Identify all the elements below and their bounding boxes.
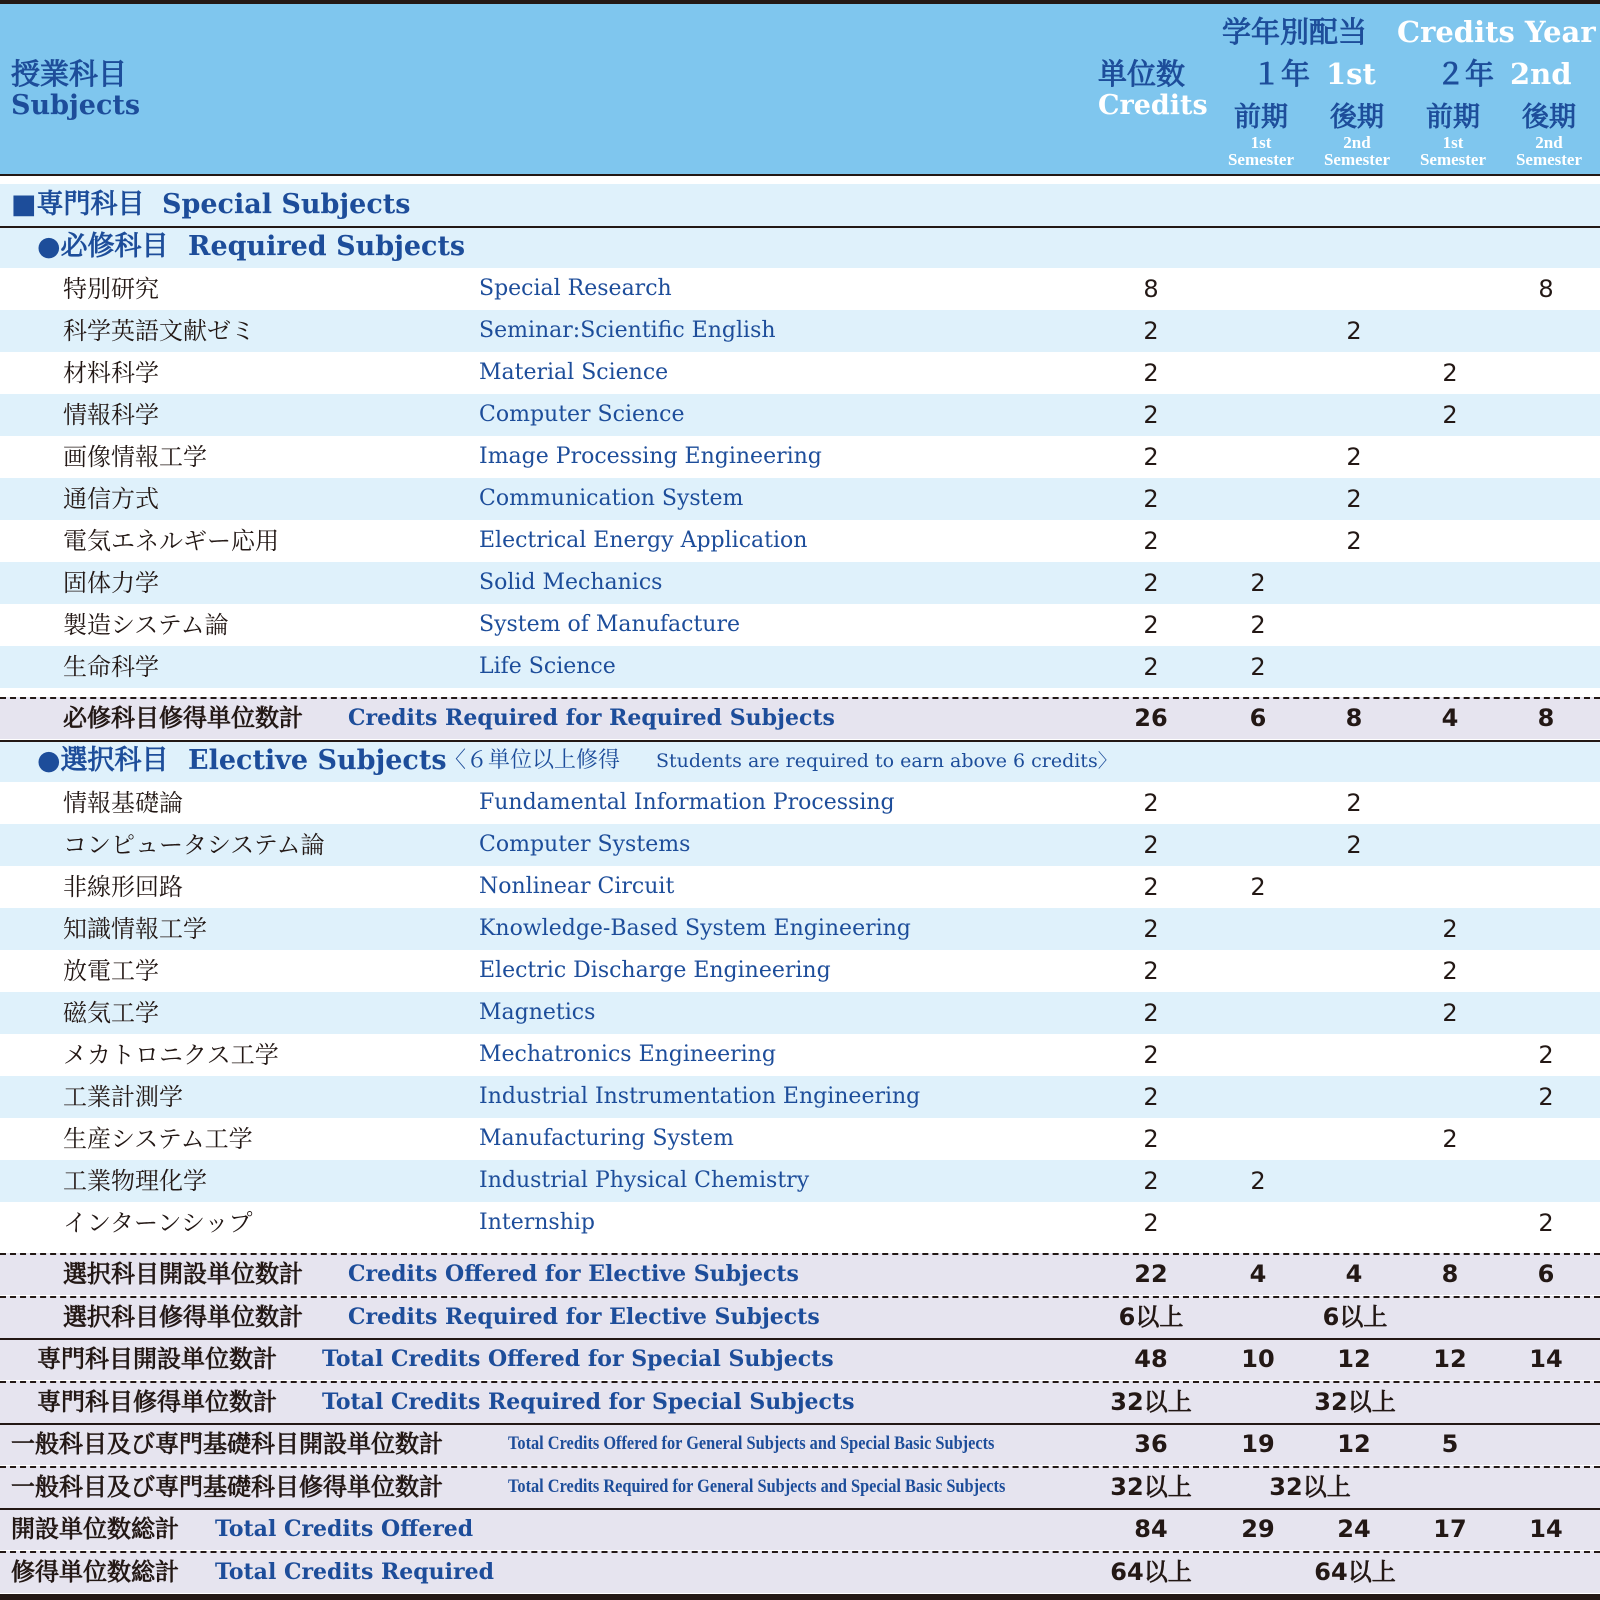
total-credits: 84 [1134,1515,1168,1543]
sem1-cell [1213,1118,1303,1160]
header-year-en: Credits Year [1397,15,1596,49]
table-row [0,782,1600,824]
semester-en-word: Semester [1515,150,1583,169]
total-label-en: Total Credits Required for General Subjects and Special Basic Subjects [508,1476,1006,1497]
total-label-en: Total Credits Offered [215,1516,474,1542]
credits-cell: 2 [1143,1083,1159,1111]
section-title-jp: ■専門科目 [11,189,145,220]
sem3-cell: 2 [1442,359,1458,387]
sem3-cell [1405,866,1495,908]
sem1-cell [1213,908,1303,950]
section-special-subjects [0,184,1600,226]
table-row [0,646,1600,688]
sem3-cell [1405,1202,1495,1244]
semester-en-word: Semester [1419,150,1487,169]
subject-name-en: Electrical Energy Application [479,528,808,553]
total-sem2: 12 [1337,1345,1371,1373]
subject-name-jp: 情報科学 [63,401,159,429]
semester-en-word: Semester [1227,150,1295,169]
sem4-cell [1501,562,1591,604]
subject-name-jp: 工業計測学 [63,1083,183,1111]
table-row [0,1076,1600,1118]
sem3-cell [1405,824,1495,866]
sem3-cell [1405,604,1495,646]
credits-cell: 2 [1143,401,1159,429]
header-year2-en: 2nd [1510,57,1572,91]
elective-note-en: Students are required to earn above 6 credits〉 [656,750,1117,772]
sem2-cell [1309,1034,1399,1076]
total-sem3: 8 [1441,1260,1459,1288]
total-label-en: Credits Offered for Elective Subjects [348,1261,799,1287]
subject-name-en: Seminar:Scientific English [479,318,776,343]
subject-name-en: Communication System [479,486,744,511]
sem2-cell [1309,352,1399,394]
sem1-cell [1213,268,1303,310]
total-label-jp: 選択科目開設単位数計 [63,1260,303,1288]
subject-name-en: Manufacturing System [479,1126,734,1151]
special-required-row [0,1381,1600,1423]
general-required-row [0,1466,1600,1508]
table-row [0,1202,1600,1244]
table-row [0,268,1600,310]
sem4-cell [1501,604,1591,646]
sem3-cell [1405,1160,1495,1202]
semester-en-ordinal: 2nd [1343,133,1371,152]
subject-name-jp: 知識情報工学 [63,915,207,943]
sem2-cell [1309,1076,1399,1118]
general-offered-row [0,1423,1600,1465]
table-row [0,352,1600,394]
semester-en-ordinal: 1st [1250,133,1272,152]
elective-required-row [0,1296,1600,1338]
total-credits: 32以上 [1110,1388,1192,1416]
sem1-cell [1213,352,1303,394]
subject-name-jp: 通信方式 [63,485,159,513]
subject-name-en: Industrial Instrumentation Engineering [479,1084,921,1109]
credits-cell: 8 [1143,275,1159,303]
subject-name-jp: 情報基礎論 [63,789,183,817]
sem1-cell [1213,1034,1303,1076]
table-row [0,992,1600,1034]
total-sem3: 17 [1433,1515,1467,1543]
sem4-cell [1501,310,1591,352]
credits-cell: 2 [1143,443,1159,471]
section-title-en: Elective Subjects [188,745,447,776]
total-sem1: 4 [1249,1260,1267,1288]
subject-name-jp: 放電工学 [63,957,159,985]
credits-cell: 2 [1143,653,1159,681]
semester-jp: 後期 [1330,102,1384,133]
semester-en-ordinal: 1st [1442,133,1464,152]
sem2-cell: 2 [1346,527,1362,555]
sem1-cell: 2 [1250,611,1266,639]
sem4-cell: 8 [1538,275,1554,303]
sem3-cell [1405,1076,1495,1118]
total-label-en: Credits Required for Elective Subjects [348,1304,820,1330]
sem1-cell: 2 [1250,569,1266,597]
header-credits-jp: 単位数 [1098,57,1186,91]
total-label-en: Credits Required for Required Subjects [348,705,835,731]
section-title-jp: ●選択科目 [37,745,169,776]
total-span: 6以上 [1322,1303,1388,1331]
total-sem1: 10 [1241,1345,1275,1373]
sem1-cell [1213,310,1303,352]
sem4-cell [1501,394,1591,436]
semester-jp: 後期 [1522,102,1576,133]
subject-name-en: System of Manufacture [479,612,740,637]
total-label-jp: 修得単位数総計 [11,1558,179,1586]
table-row [0,520,1600,562]
table-row [0,478,1600,520]
subject-name-jp: メカトロニクス工学 [63,1041,279,1069]
sem1-cell [1213,436,1303,478]
sem3-cell [1405,1034,1495,1076]
sem1-cell: 2 [1250,1167,1266,1195]
subject-name-jp: 磁気工学 [63,999,159,1027]
total-span: 32以上 [1314,1388,1396,1416]
total-credits: 6以上 [1118,1303,1184,1331]
credits-cell: 2 [1143,915,1159,943]
credits-cell: 2 [1143,957,1159,985]
sem3-cell [1405,562,1495,604]
sem4-cell [1501,950,1591,992]
table-row [0,562,1600,604]
sem2-cell: 2 [1346,789,1362,817]
subject-name-jp: 電気エネルギー応用 [63,527,279,555]
table-row [0,1160,1600,1202]
sem4-cell [1501,1160,1591,1202]
sem2-cell: 2 [1346,831,1362,859]
header-year-jp: 学年別配当 [1222,15,1368,49]
total-sem2: 4 [1345,1260,1363,1288]
sem3-cell [1405,646,1495,688]
total-span: 32以上 [1269,1473,1351,1501]
sem2-cell [1309,646,1399,688]
total-label-jp: 選択科目修得単位数計 [63,1303,303,1331]
section-elective-subjects [0,740,1600,782]
sem1-cell [1213,478,1303,520]
credits-cell: 2 [1143,359,1159,387]
subject-name-en: Special Research [479,276,672,301]
subject-name-jp: 特別研究 [63,275,159,303]
subject-name-en: Material Science [479,360,669,385]
sem1-cell [1213,992,1303,1034]
sem2-cell [1309,394,1399,436]
sem4-cell: 2 [1538,1209,1554,1237]
header-year2-jp: ２年 [1436,57,1495,91]
semester-jp: 前期 [1426,102,1480,133]
header-semester-1 [1213,102,1309,168]
semester-jp: 前期 [1234,102,1288,133]
subject-name-jp: 固体力学 [63,569,159,597]
total-credits: 64以上 [1110,1558,1192,1586]
subject-name-en: Nonlinear Circuit [479,874,675,899]
sem2-cell: 2 [1346,443,1362,471]
credits-cell: 2 [1143,831,1159,859]
credits-cell: 2 [1143,999,1159,1027]
total-sem2: 24 [1337,1515,1371,1543]
sem3-cell: 2 [1442,1125,1458,1153]
table-row [0,1118,1600,1160]
sem1-cell [1213,824,1303,866]
total-credits: 36 [1134,1430,1168,1458]
section-required-subjects [0,226,1600,268]
sem4-cell [1501,992,1591,1034]
table-row [0,866,1600,908]
sem4-cell [1501,646,1591,688]
sem1-cell: 2 [1250,873,1266,901]
subject-name-en: Electric Discharge Engineering [479,958,831,983]
sem1-cell [1213,1076,1303,1118]
semester-en-word: Semester [1323,150,1391,169]
credits-cell: 2 [1143,1167,1159,1195]
total-label-en: Total Credits Required [215,1559,494,1585]
header-credits-en: Credits [1098,90,1208,121]
required-total-row [0,697,1600,739]
sem3-cell [1405,310,1495,352]
table-header [0,4,1600,176]
credits-cell: 2 [1143,1041,1159,1069]
subject-name-en: Magnetics [479,1000,596,1025]
table-row [0,310,1600,352]
total-sem3: 4 [1441,704,1459,732]
sem2-cell: 2 [1346,485,1362,513]
sem2-cell [1309,1118,1399,1160]
subject-name-en: Industrial Physical Chemistry [479,1168,810,1193]
credits-cell: 2 [1143,485,1159,513]
sem2-cell [1309,562,1399,604]
total-sem1: 19 [1241,1430,1275,1458]
subject-name-jp: 画像情報工学 [63,443,207,471]
subject-name-jp: 製造システム論 [63,611,229,639]
total-credits: 22 [1134,1260,1168,1288]
sem2-cell [1309,1160,1399,1202]
sem1-cell [1213,520,1303,562]
credits-cell: 2 [1143,1209,1159,1237]
header-year1-en: 1st [1326,57,1376,91]
subject-name-jp: 生命科学 [63,653,159,681]
sem4-cell [1501,436,1591,478]
sem4-cell [1501,782,1591,824]
total-credits: 32以上 [1110,1473,1192,1501]
credits-cell: 2 [1143,611,1159,639]
subject-name-en: Internship [479,1210,595,1235]
total-credits: 26 [1134,704,1168,732]
header-year1-jp: １年 [1252,57,1311,91]
total-label-en: Total Credits Offered for Special Subjects [322,1346,834,1372]
sem2-cell [1309,908,1399,950]
total-span: 64以上 [1314,1558,1396,1586]
grand-offered-row [0,1508,1600,1550]
special-offered-row [0,1338,1600,1380]
sem1-cell: 2 [1250,653,1266,681]
subject-name-en: Knowledge-Based System Engineering [479,916,911,941]
sem2-cell [1309,950,1399,992]
subject-name-jp: インターンシップ [63,1209,253,1237]
table-row [0,436,1600,478]
sem4-cell [1501,866,1591,908]
section-title-jp: ●必修科目 [37,231,169,262]
subject-name-en: Image Processing Engineering [479,444,822,469]
header-semester-3 [1405,102,1501,168]
sem3-cell [1405,478,1495,520]
sem1-cell [1213,394,1303,436]
total-sem4: 14 [1529,1515,1563,1543]
sem1-cell [1213,1202,1303,1244]
sem2-cell [1309,1202,1399,1244]
credits-cell: 2 [1143,569,1159,597]
credits-cell: 2 [1143,527,1159,555]
subject-name-jp: コンピュータシステム論 [63,831,325,859]
sem4-cell [1501,352,1591,394]
table-row [0,394,1600,436]
total-label-jp: 一般科目及び専門基礎科目修得単位数計 [11,1473,443,1501]
header-subjects-jp: 授業科目 [11,57,128,91]
total-label-jp: 専門科目修得単位数計 [37,1388,277,1416]
table-row [0,824,1600,866]
sem3-cell [1405,520,1495,562]
sem3-cell [1405,268,1495,310]
sem1-cell [1213,950,1303,992]
subject-name-en: Mechatronics Engineering [479,1042,776,1067]
sem4-cell [1501,520,1591,562]
total-label-jp: 専門科目開設単位数計 [37,1345,277,1373]
sem4-cell [1501,908,1591,950]
subject-name-en: Computer Systems [479,832,691,857]
elective-note-jp: 〈６単位以上修得 [444,748,621,773]
credits-cell: 2 [1143,789,1159,817]
sem2-cell [1309,604,1399,646]
total-sem2: 12 [1337,1430,1371,1458]
total-sem3: 5 [1441,1430,1459,1458]
subject-name-jp: 非線形回路 [63,873,183,901]
sem3-cell [1405,436,1495,478]
sem3-cell: 2 [1442,957,1458,985]
total-sem1: 29 [1241,1515,1275,1543]
subject-name-en: Solid Mechanics [479,570,663,595]
semester-en-ordinal: 2nd [1535,133,1563,152]
total-sem4 [1501,1423,1591,1465]
sem4-cell: 2 [1538,1041,1554,1069]
sem2-cell: 2 [1346,317,1362,345]
sem4-cell [1501,824,1591,866]
subject-name-jp: 材料科学 [63,359,159,387]
section-title-en: Special Subjects [162,189,411,220]
total-sem3: 12 [1433,1345,1467,1373]
credits-cell: 2 [1143,317,1159,345]
total-label-jp: 開設単位数総計 [11,1515,179,1543]
section-title-en: Required Subjects [188,231,466,262]
credits-cell: 2 [1143,873,1159,901]
total-sem4: 8 [1537,704,1555,732]
total-sem4: 6 [1537,1260,1555,1288]
sem4-cell: 2 [1538,1083,1554,1111]
header-semester-4 [1501,102,1597,168]
table-row [0,908,1600,950]
grand-required-row [0,1551,1600,1593]
credits-cell: 2 [1143,1125,1159,1153]
sem1-cell [1213,782,1303,824]
total-credits: 48 [1134,1345,1168,1373]
subject-name-en: Life Science [479,654,616,679]
total-label-jp: 一般科目及び専門基礎科目開設単位数計 [11,1430,443,1458]
table-row [0,1034,1600,1076]
sem3-cell: 2 [1442,999,1458,1027]
elective-offered-row [0,1253,1600,1295]
header-subjects-en: Subjects [11,90,141,121]
subject-name-en: Computer Science [479,402,685,427]
sem2-cell [1309,992,1399,1034]
sem4-cell [1501,478,1591,520]
total-label-en: Total Credits Offered for General Subjects and Special Basic Subjects [508,1433,995,1454]
sem4-cell [1501,1118,1591,1160]
subject-name-jp: 科学英語文献ゼミ [63,317,255,345]
table-row [0,604,1600,646]
sem2-cell [1309,866,1399,908]
subject-name-jp: 生産システム工学 [63,1125,253,1153]
sem3-cell: 2 [1442,401,1458,429]
subject-name-en: Fundamental Information Processing [479,790,895,815]
subject-name-jp: 工業物理化学 [63,1167,207,1195]
total-sem2: 8 [1345,704,1363,732]
sem2-cell [1309,268,1399,310]
total-sem1: 6 [1249,704,1267,732]
total-label-en: Total Credits Required for Special Subjects [322,1389,855,1415]
sem3-cell [1405,782,1495,824]
total-label-jp: 必修科目修得単位数計 [63,704,303,732]
table-row [0,950,1600,992]
sem3-cell: 2 [1442,915,1458,943]
header-semester-2 [1309,102,1405,168]
total-sem4: 14 [1529,1345,1563,1373]
